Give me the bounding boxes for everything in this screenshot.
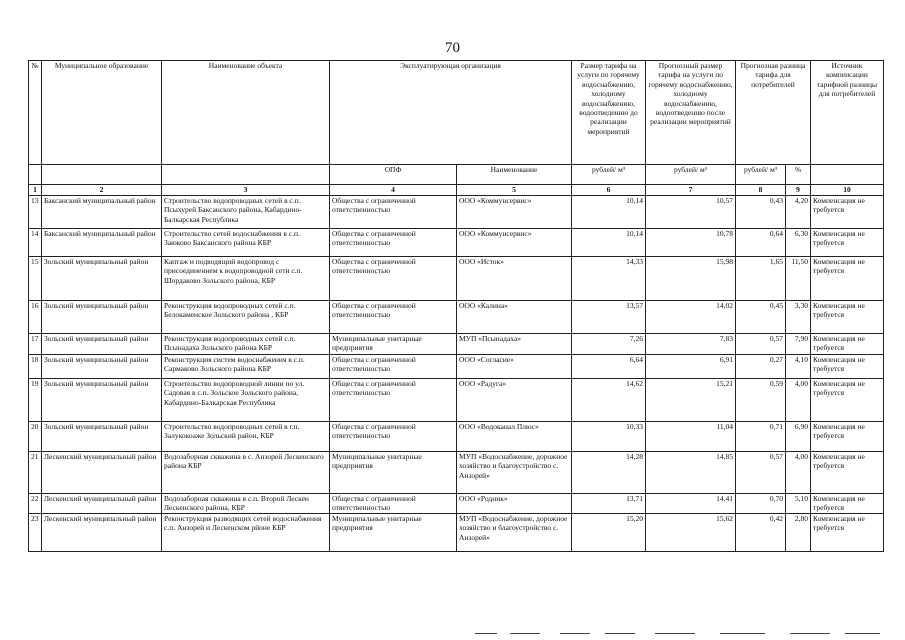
compensation-source-cell: Компенсация не требуется (811, 494, 884, 514)
opf-cell: Общества с ограниченной ответственностью (330, 422, 457, 452)
tariff-table (28, 60, 884, 552)
difference-percent-cell: 11,50 (786, 257, 811, 301)
difference-percent-cell: 4,00 (786, 379, 811, 422)
row-number: 17 (29, 334, 42, 355)
table-row (29, 196, 884, 229)
difference-rub-cell: 0,71 (736, 422, 786, 452)
tariff-after-cell: 14,85 (646, 452, 736, 494)
tariff-before-cell: 6,64 (572, 355, 646, 379)
opf-cell: Общества с ограниченной ответственностью (330, 379, 457, 422)
difference-rub-cell: 0,70 (736, 494, 786, 514)
row-number: 19 (29, 379, 42, 422)
compensation-source-cell: Компенсация не требуется (811, 301, 884, 334)
column-number: 8 (736, 185, 786, 196)
municipality-cell: Зольский муниципальный район (42, 355, 162, 379)
column-number: 6 (572, 185, 646, 196)
compensation-source-cell: Компенсация не требуется (811, 452, 884, 494)
table-row (29, 257, 884, 301)
tariff-after-cell: 7,83 (646, 334, 736, 355)
table-row (29, 301, 884, 334)
column-number: 2 (42, 185, 162, 196)
difference-rub-cell: 0,57 (736, 452, 786, 494)
difference-rub-cell: 0,43 (736, 196, 786, 229)
object-name-cell: Водозаборная скважина в с. Анзорей Лескенского района КБР (162, 452, 330, 494)
header-opf: ОПФ (330, 165, 457, 185)
difference-percent-cell: 2,80 (786, 514, 811, 552)
compensation-source-cell: Компенсация не требуется (811, 355, 884, 379)
row-number: 14 (29, 229, 42, 257)
tariff-before-cell: 13,57 (572, 301, 646, 334)
row-number: 18 (29, 355, 42, 379)
municipality-cell: Зольский муниципальный район (42, 334, 162, 355)
column-numbers-row (29, 185, 884, 196)
row-number: 16 (29, 301, 42, 334)
compensation-source-cell: Компенсация не требуется (811, 229, 884, 257)
municipality-cell: Баксанский муниципальный район (42, 196, 162, 229)
organization-name-cell: ООО «Коммунсервис» (457, 229, 572, 257)
table-row (29, 355, 884, 379)
object-name-cell: Строительство водопроводной линии по ул. Садовая в с.п. Зольское Зольского района, Кабардино-Балкарская Республика (162, 379, 330, 422)
difference-rub-cell: 1,65 (736, 257, 786, 301)
organization-name-cell: МУП «Псынадаха» (457, 334, 572, 355)
header-tariff-forecast: Прогнозный размер тарифа на услуги по горячему водоснабжению, холодному водоснабжению, водоотведению после реализации мероприятий (646, 61, 736, 165)
object-name-cell: Реконструкция водопроводных сетей с.п. Псынадаха Зольского района КБР (162, 334, 330, 355)
tariff-after-cell: 14,41 (646, 494, 736, 514)
tariff-before-cell: 14,28 (572, 452, 646, 494)
tariff-before-cell: 14,62 (572, 379, 646, 422)
organization-name-cell: МУП «Водоснабжение, дорожное хозяйство и благоустройство с. Анзорей» (457, 514, 572, 552)
tariff-before-cell: 13,71 (572, 494, 646, 514)
row-number: 20 (29, 422, 42, 452)
compensation-source-cell: Компенсация не требуется (811, 379, 884, 422)
difference-percent-cell: 4,20 (786, 196, 811, 229)
table-row (29, 379, 884, 422)
organization-name-cell: ООО «Исток» (457, 257, 572, 301)
difference-percent-cell: 7,90 (786, 334, 811, 355)
tariff-before-cell: 10,14 (572, 196, 646, 229)
organization-name-cell: МУП «Водоснабжение, дорожное хозяйство и благоустройство с. Анзорей» (457, 452, 572, 494)
compensation-source-cell: Компенсация не требуется (811, 422, 884, 452)
opf-cell: Муниципальные унитарные предприятия (330, 514, 457, 552)
object-name-cell: Строительство сетей водоснабжения в с.п. Заюково Баксанского района КБР (162, 229, 330, 257)
row-number: 15 (29, 257, 42, 301)
organization-name-cell: ООО «Водоканал Плюс» (457, 422, 572, 452)
organization-name-cell: ООО «Радуга» (457, 379, 572, 422)
object-name-cell: Строительство водопроводных сетей в с.п. Псыхурей Баксанского района, Кабардино-Балкарская Республика (162, 196, 330, 229)
tariff-after-cell: 10,57 (646, 196, 736, 229)
column-number: 10 (811, 185, 884, 196)
tariff-after-cell: 15,21 (646, 379, 736, 422)
header-unit-8: рублей/ м³ (736, 165, 786, 185)
opf-cell: Муниципальные унитарные предприятия (330, 452, 457, 494)
organization-name-cell: ООО «Коммунсервис» (457, 196, 572, 229)
compensation-source-cell: Компенсация не требуется (811, 257, 884, 301)
table-row (29, 452, 884, 494)
object-name-cell: Строительство водопроводных сетей в г.п. Залукокоаже Зольский район, КБР (162, 422, 330, 452)
tariff-before-cell: 15,20 (572, 514, 646, 552)
tariff-after-cell: 14,02 (646, 301, 736, 334)
difference-percent-cell: 4,00 (786, 452, 811, 494)
organization-name-cell: ООО «Калина» (457, 301, 572, 334)
organization-name-cell: ООО «Согласие» (457, 355, 572, 379)
table-row (29, 514, 884, 552)
opf-cell: Общества с ограниченной ответственностью (330, 257, 457, 301)
difference-percent-cell: 6,30 (786, 229, 811, 257)
tariff-after-cell: 15,98 (646, 257, 736, 301)
municipality-cell: Зольский муниципальный район (42, 257, 162, 301)
column-number: 3 (162, 185, 330, 196)
opf-cell: Общества с ограниченной ответственностью (330, 196, 457, 229)
opf-cell: Общества с ограниченной ответственностью (330, 494, 457, 514)
tariff-after-cell: 10,78 (646, 229, 736, 257)
difference-rub-cell: 0,59 (736, 379, 786, 422)
tariff-after-cell: 11,04 (646, 422, 736, 452)
table-row (29, 422, 884, 452)
tariff-before-cell: 7,26 (572, 334, 646, 355)
page-edge-marks (420, 633, 880, 636)
compensation-source-cell: Компенсация не требуется (811, 196, 884, 229)
row-number: 22 (29, 494, 42, 514)
difference-rub-cell: 0,42 (736, 514, 786, 552)
object-name-cell: Каптаж и подводящий водопровод с присоединением к водопроводной сети с.п. Шордаково Зольского района, КБР (162, 257, 330, 301)
header-municipality: Муниципальное образование (42, 61, 162, 165)
header-tariff-size: Размер тарифа на услуги по горячему водоснабжению, холодному водоснабжению, водоотведению до реализации мероприятий (572, 61, 646, 165)
header-unit-7: рублей/ м³ (646, 165, 736, 185)
object-name-cell: Реконструкция систем водоснабжения в с.п. Сармаково Зольского района КБР (162, 355, 330, 379)
table-row (29, 229, 884, 257)
difference-rub-cell: 0,45 (736, 301, 786, 334)
object-name-cell: Реконструкция водопроводных сетей с.п. Белокаменское Зольского района , КБР (162, 301, 330, 334)
opf-cell: Общества с ограниченной ответственностью (330, 301, 457, 334)
page-number: 70 (445, 40, 460, 56)
header-unit-6: рублей/ м³ (572, 165, 646, 185)
tariff-after-cell: 15,62 (646, 514, 736, 552)
municipality-cell: Лескенский муниципальный район (42, 452, 162, 494)
column-number: 4 (330, 185, 457, 196)
row-number: 23 (29, 514, 42, 552)
column-number: 7 (646, 185, 736, 196)
municipality-cell: Лескенский муниципальный район (42, 514, 162, 552)
header-no: № (29, 61, 42, 165)
row-number: 13 (29, 196, 42, 229)
header-name: Наименование (457, 165, 572, 185)
tariff-before-cell: 10,14 (572, 229, 646, 257)
object-name-cell: Водозаборная скважина в с.п. Второй Лескен Лескенского района, КБР (162, 494, 330, 514)
difference-percent-cell: 3,30 (786, 301, 811, 334)
difference-percent-cell: 6,90 (786, 422, 811, 452)
compensation-source-cell: Компенсация не требуется (811, 514, 884, 552)
opf-cell: Общества с ограниченной ответственностью (330, 229, 457, 257)
difference-rub-cell: 0,57 (736, 334, 786, 355)
column-number: 1 (29, 185, 42, 196)
difference-rub-cell: 0,64 (736, 229, 786, 257)
header-unit-9: % (786, 165, 811, 185)
municipality-cell: Зольский муниципальный район (42, 422, 162, 452)
tariff-before-cell: 10,33 (572, 422, 646, 452)
compensation-source-cell: Компенсация не требуется (811, 334, 884, 355)
municipality-cell: Баксанский муниципальный район (42, 229, 162, 257)
table-row (29, 334, 884, 355)
header-source: Источник компенсации тарифной разницы для потребителей (811, 61, 884, 165)
header-operator: Эксплуатирующая организация (330, 61, 572, 165)
column-number: 9 (786, 185, 811, 196)
municipality-cell: Лескенский муниципальный район (42, 494, 162, 514)
organization-name-cell: ООО «Родник» (457, 494, 572, 514)
difference-percent-cell: 5,10 (786, 494, 811, 514)
object-name-cell: Реконструкция разводящих сетей водоснабжения с.п. Анзорей и Лескенском рйоне КБР (162, 514, 330, 552)
opf-cell: Муниципальные унитарные предприятия (330, 334, 457, 355)
tariff-after-cell: 6,91 (646, 355, 736, 379)
header-object-name: Наименование объекта (162, 61, 330, 165)
municipality-cell: Зольский муниципальный район (42, 379, 162, 422)
difference-rub-cell: 0,27 (736, 355, 786, 379)
table-row (29, 494, 884, 514)
difference-percent-cell: 4,10 (786, 355, 811, 379)
opf-cell: Общества с ограниченной ответственностью (330, 355, 457, 379)
header-difference: Прогнозная разница тарифа для потребителей (736, 61, 811, 165)
column-number: 5 (457, 185, 572, 196)
municipality-cell: Зольский муниципальный район (42, 301, 162, 334)
tariff-before-cell: 14,33 (572, 257, 646, 301)
row-number: 21 (29, 452, 42, 494)
